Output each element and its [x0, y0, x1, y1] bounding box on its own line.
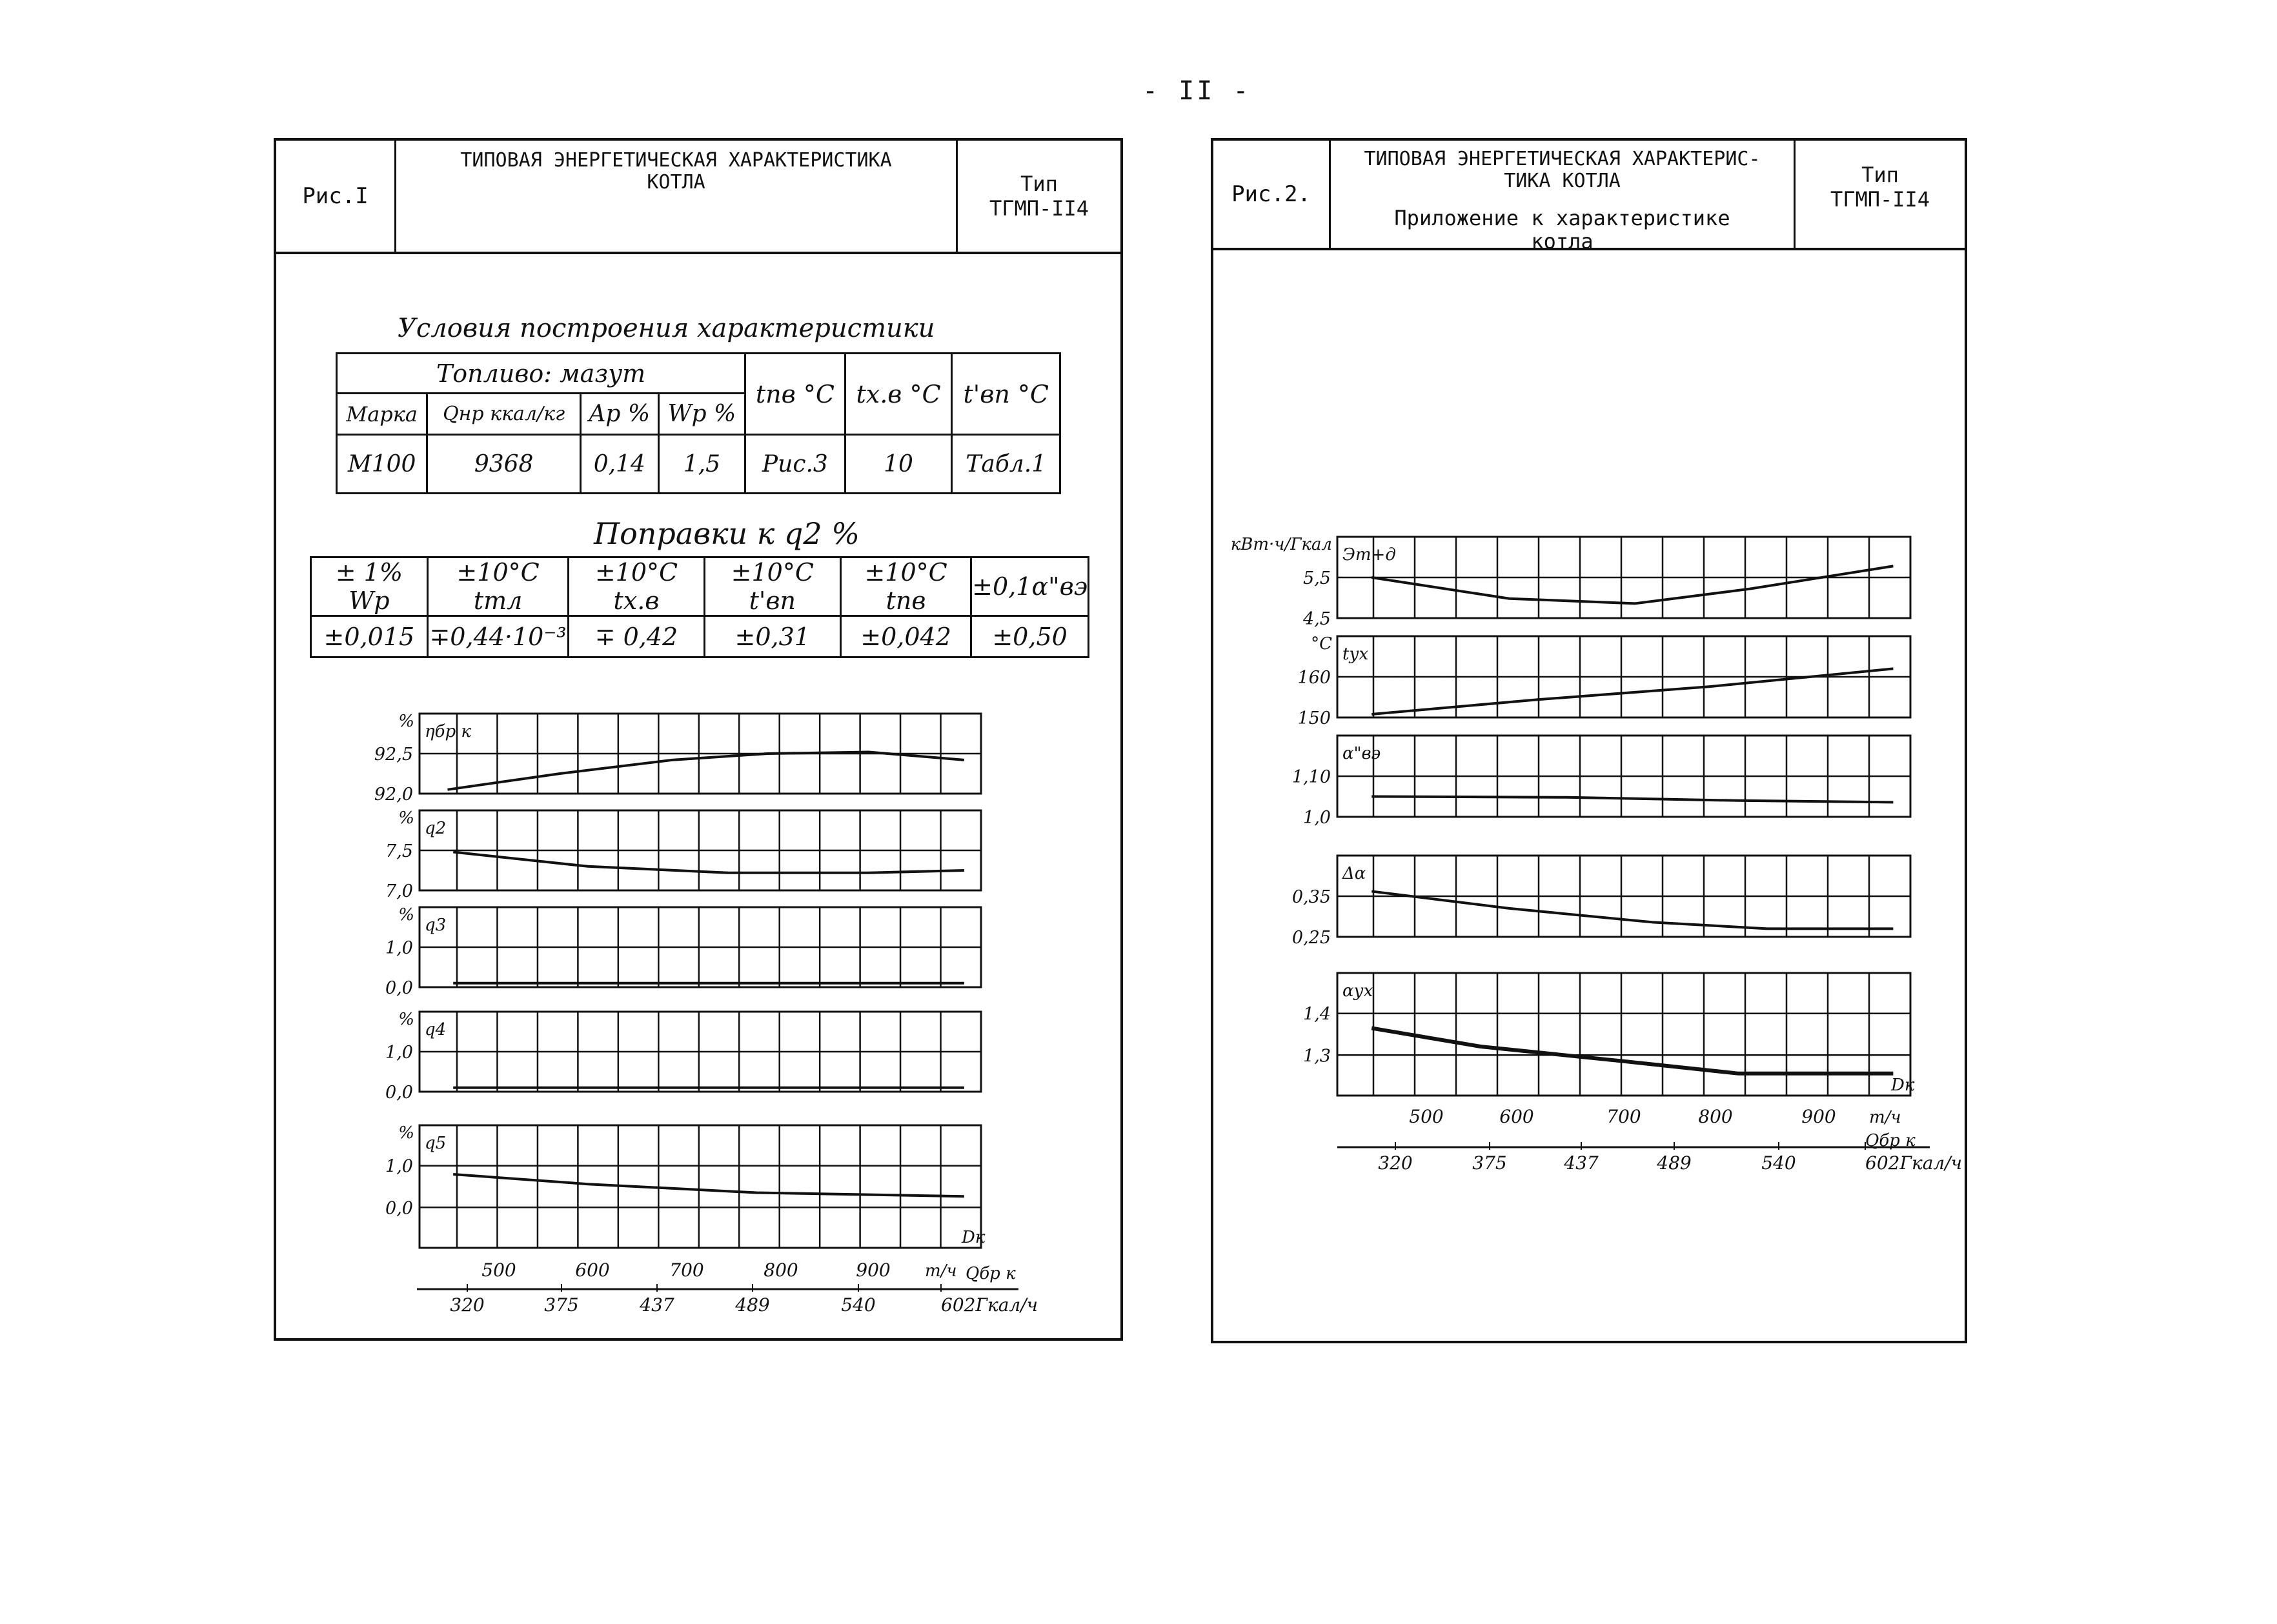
corr-header-alpha: ±0,1α"вэ: [971, 557, 1089, 616]
x-tick-label: 800: [1698, 1106, 1733, 1127]
graph-tick-label: 160: [1297, 668, 1331, 688]
x-tick-label: 600: [575, 1259, 610, 1281]
graph-tick-label: 0,0: [385, 978, 413, 998]
left-title-line2: КОТЛА: [647, 171, 705, 194]
graph-tick-label: 92,5: [374, 745, 413, 765]
q-tick-label: 320: [1378, 1152, 1413, 1174]
left-graph-stack: [276, 141, 1120, 1338]
q-tick-label: 489: [1657, 1152, 1692, 1174]
graph-tick-label: 7,5: [385, 841, 413, 861]
x-tick-label: 700: [669, 1259, 704, 1281]
q-tick-label: 602Гкал/ч: [941, 1294, 1038, 1316]
graph-1: [1231, 535, 1910, 629]
graph-tick-label: 1,0: [385, 1156, 413, 1177]
fuel-header-heat: Qнр ккал/кг: [427, 394, 581, 435]
x-tick-label: 800: [764, 1259, 798, 1281]
q-tick-label: 437: [640, 1294, 674, 1316]
graph-5: [1303, 973, 1910, 1096]
x-tick-label: 700: [1606, 1106, 1641, 1127]
x-tick-label: 500: [1409, 1106, 1444, 1127]
corr-value-tair-heater: ±0,31: [704, 616, 840, 657]
left-type-value: ТГМП-II4: [989, 196, 1089, 221]
x-tick-label: 900: [856, 1259, 891, 1281]
graph-3: [385, 905, 981, 998]
right-subtitle-line1: Приложение к характеристике: [1394, 206, 1730, 230]
right-type-label: Тип: [1861, 163, 1899, 187]
graph-symbol: αух: [1342, 981, 1373, 1001]
x-tick-label: 600: [1499, 1106, 1534, 1127]
q-tick-label: 489: [735, 1294, 770, 1316]
graph-symbol: q3: [425, 916, 447, 935]
fuel-value-heat: 9368: [427, 435, 581, 494]
graph-1: [374, 712, 981, 805]
right-figure-panel: [1211, 138, 1967, 1343]
dk-axis-label: Dк: [1891, 1076, 1915, 1095]
graph-unit: %: [398, 1123, 414, 1143]
page-number: - II -: [1142, 76, 1251, 106]
graph-tick-label: 1,4: [1303, 1004, 1331, 1025]
graph-symbol: Δα: [1342, 864, 1366, 883]
graph-curve: [453, 852, 964, 872]
graph-symbol: tух: [1342, 645, 1369, 664]
fuel-value-txv: 10: [845, 435, 952, 494]
graph-curve: [1371, 668, 1893, 714]
q-tick-label: 540: [1761, 1152, 1796, 1174]
graph-tick-label: 7,0: [385, 881, 413, 901]
fuel-header-moisture: Wр %: [658, 394, 745, 435]
graph-tick-label: 1,0: [385, 1043, 413, 1063]
graph-tick-label: 1,0: [385, 938, 413, 958]
x-unit-label: т/ч: [925, 1261, 957, 1281]
graph-frame: [1337, 973, 1910, 1096]
graph-4: [385, 1010, 981, 1103]
graph-frame: [420, 1125, 981, 1248]
graph-unit: °С: [1311, 634, 1332, 654]
corr-value-alpha: ±0,50: [971, 616, 1089, 657]
q-axis-label: Qбр к: [966, 1264, 1016, 1283]
graph-symbol: ηбр к: [425, 722, 471, 741]
graph-curve: [448, 752, 964, 790]
right-title-line2: ТИКА КОТЛА: [1504, 170, 1621, 192]
dk-axis-label: Dк: [962, 1228, 986, 1247]
q-tick-label: 375: [544, 1294, 579, 1316]
graph-5: [385, 1123, 981, 1248]
graph-tick-label: 0,25: [1291, 928, 1331, 948]
graph-unit: %: [398, 808, 414, 828]
q-tick-label: 375: [1472, 1152, 1507, 1174]
graph-tick-label: 1,10: [1291, 767, 1331, 787]
right-title-line1: ТИПОВАЯ ЭНЕРГЕТИЧЕСКАЯ ХАРАКТЕРИС-: [1364, 148, 1761, 170]
graph-tick-label: 1,3: [1303, 1046, 1331, 1067]
corr-header-tair-heater: ±10°С t'вп: [704, 557, 840, 616]
fuel-value-brand: М100: [337, 435, 427, 494]
fuel-label: Топливо: мазут: [337, 354, 745, 394]
fuel-value-tvp: Табл.1: [952, 435, 1060, 494]
graph-symbol: Эт+д: [1342, 545, 1396, 565]
fuel-value-tpv: Рис.3: [745, 435, 845, 494]
graph-unit: %: [398, 712, 414, 731]
x-tick-label: 500: [481, 1259, 516, 1281]
corr-header-moisture: ± 1% Wр: [311, 557, 428, 616]
graph-symbol: q4: [425, 1020, 447, 1039]
q-tick-label: 437: [1564, 1152, 1599, 1174]
left-figure-panel: [274, 138, 1123, 1341]
conditions-title: Условия построения характеристики: [398, 314, 935, 343]
q-tick-label: 320: [450, 1294, 485, 1316]
graph-curve: [1371, 797, 1893, 803]
left-figure-label: Рис.I: [276, 141, 396, 252]
left-type-label: Тип: [1020, 172, 1058, 196]
graph-tick-label: 0,35: [1291, 887, 1331, 907]
corr-header-tfeedwater: ±10°С tпв: [841, 557, 971, 616]
corr-value-tfeedwater: ±0,042: [841, 616, 971, 657]
right-figure-label: Рис.2.: [1213, 141, 1331, 248]
graph-2: [1297, 634, 1910, 728]
graph-tick-label: 150: [1297, 708, 1331, 728]
fuel-header-ash: Aр %: [580, 394, 658, 435]
corr-value-tfuel: ∓0,44·10⁻³: [427, 616, 569, 657]
graph-3: [1292, 736, 1910, 828]
q-axis-label: Qбр к: [1865, 1131, 1916, 1150]
graph-symbol: α"вэ: [1342, 744, 1381, 763]
graph-tick-label: 0,0: [385, 1083, 413, 1103]
fuel-value-moisture: 1,5: [658, 435, 745, 494]
fuel-header-brand: Марка: [337, 394, 427, 435]
graph-symbol: q5: [425, 1134, 447, 1153]
fuel-header-tpv: tпв °С: [745, 354, 845, 435]
corrections-title: Поправки к q2 %: [594, 516, 860, 551]
graph-tick-label: 4,5: [1303, 609, 1331, 629]
right-subtitle-line2: котла: [1531, 229, 1594, 254]
graph-tick-label: 0,0: [385, 1198, 413, 1219]
graph-2: [385, 808, 981, 901]
corr-value-moisture: ±0,015: [311, 616, 428, 657]
graph-4: [1292, 856, 1910, 948]
left-title-line1: ТИПОВАЯ ЭНЕРГЕТИЧЕСКАЯ ХАРАКТЕРИСТИКА: [460, 149, 892, 172]
right-type-value: ТГМП-II4: [1830, 187, 1930, 212]
q-tick-label: 602Гкал/ч: [1865, 1152, 1963, 1174]
graph-unit: %: [398, 905, 414, 925]
x-tick-label: 900: [1801, 1106, 1836, 1127]
graph-unit: %: [398, 1010, 414, 1029]
fuel-header-txv: tх.в °С: [845, 354, 952, 435]
x-unit-label: т/ч: [1869, 1108, 1901, 1127]
graph-curve: [453, 1174, 964, 1196]
corr-header-tcold-air: ±10°С tх.в: [569, 557, 704, 616]
corr-header-tfuel: ±10°С tтл: [427, 557, 569, 616]
graph-tick-label: 5,5: [1303, 568, 1331, 588]
corr-value-tcold-air: ∓ 0,42: [569, 616, 704, 657]
graph-symbol: q2: [425, 819, 447, 838]
graph-tick-label: 92,0: [374, 785, 413, 805]
q-tick-label: 540: [841, 1294, 876, 1316]
fuel-header-tvp: t'вп °С: [952, 354, 1060, 435]
graph-curve: [1371, 1028, 1893, 1074]
right-graph-stack: [1213, 141, 1965, 1341]
graph-curve: [1371, 566, 1893, 603]
graph-tick-label: 1,0: [1303, 808, 1331, 828]
graph-unit: кВт·ч/Гкал: [1230, 535, 1332, 554]
fuel-value-ash: 0,14: [580, 435, 658, 494]
